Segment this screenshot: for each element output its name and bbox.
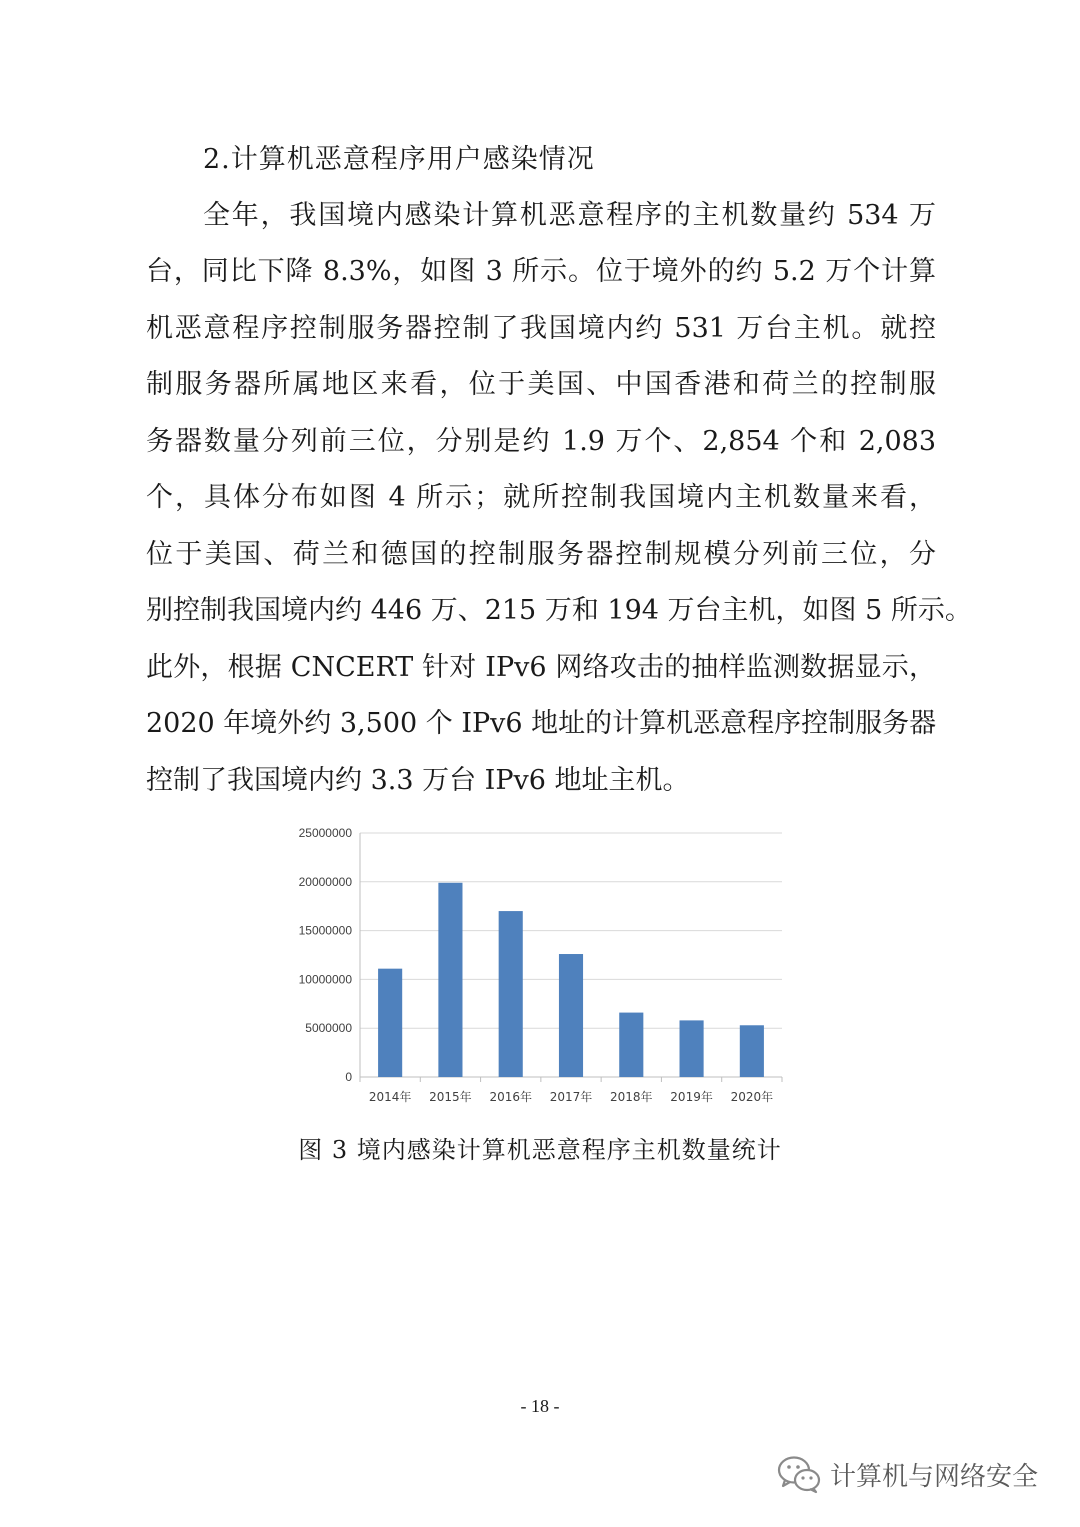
x-tick-label: 2014年 [368,1090,412,1104]
x-tick-label: 2015年 [429,1090,472,1104]
paragraph-line: 此外，根据 CNCERT 针对 IPv6 网络攻击的抽样监测数据显示， [146,652,936,683]
y-tick-label: 20000000 [298,874,352,889]
paragraph-line: 2020 年境外约 3,500 个 IPv6 地址的计算机恶意程序控制服务器 [146,708,937,739]
x-tick-label: 2018年 [610,1090,653,1104]
paragraph-line: 务器数量分列前三位，分别是约 1.9 万个、2,854 个和 2,083 [146,426,936,457]
y-tick-label: 10000000 [298,972,352,987]
paragraph-line: 全年，我国境内感染计算机恶意程序的主机数量约 534 万 [203,200,936,231]
figure-caption: 图 3 境内感染计算机恶意程序主机数量统计 [298,1136,782,1164]
y-tick-label: 0 [345,1070,352,1084]
x-tick-label: 2019年 [670,1090,713,1104]
bar [619,1013,643,1077]
bar [438,883,462,1077]
x-tick-label: 2016年 [489,1090,532,1104]
watermark-text: 计算机与网络安全 [830,1461,1039,1492]
y-tick-label: 5000000 [305,1021,352,1036]
paragraph-line: 别控制我国境内约 446 万、215 万和 194 万台主机，如图 5 所示。 [146,595,972,626]
bar [680,1020,704,1077]
x-tick-label: 2017年 [549,1090,593,1104]
bar-chart [270,815,810,1115]
bar [499,911,523,1077]
section-heading: 2.计算机恶意程序用户感染情况 [203,144,595,175]
y-tick-label: 25000000 [298,826,352,840]
paragraph-line: 制服务器所属地区来看，位于美国、中国香港和荷兰的控制服 [146,369,936,400]
x-tick-label: 2020年 [730,1090,774,1104]
wechat-icon [776,1454,822,1494]
paragraph-line: 控制了我国境内约 3.3 万台 IPv6 地址主机。 [146,765,690,796]
bar [378,969,402,1077]
paragraph-line: 位于美国、荷兰和德国的控制服务器控制规模分列前三位，分 [146,539,936,570]
paragraph-line: 机恶意程序控制服务器控制了我国境内约 531 万台主机。就控 [146,313,936,344]
bar [740,1025,764,1077]
paragraph-line: 台，同比下降 8.3%，如图 3 所示。位于境外的约 5.2 万个计算 [146,256,936,287]
paragraph-line: 个，具体分布如图 4 所示；就所控制我国境内主机数量来看， [146,482,936,513]
y-tick-label: 15000000 [298,923,352,938]
page-number: - 18 - [520,1396,560,1416]
watermark [776,1450,1038,1498]
bar [559,954,583,1077]
